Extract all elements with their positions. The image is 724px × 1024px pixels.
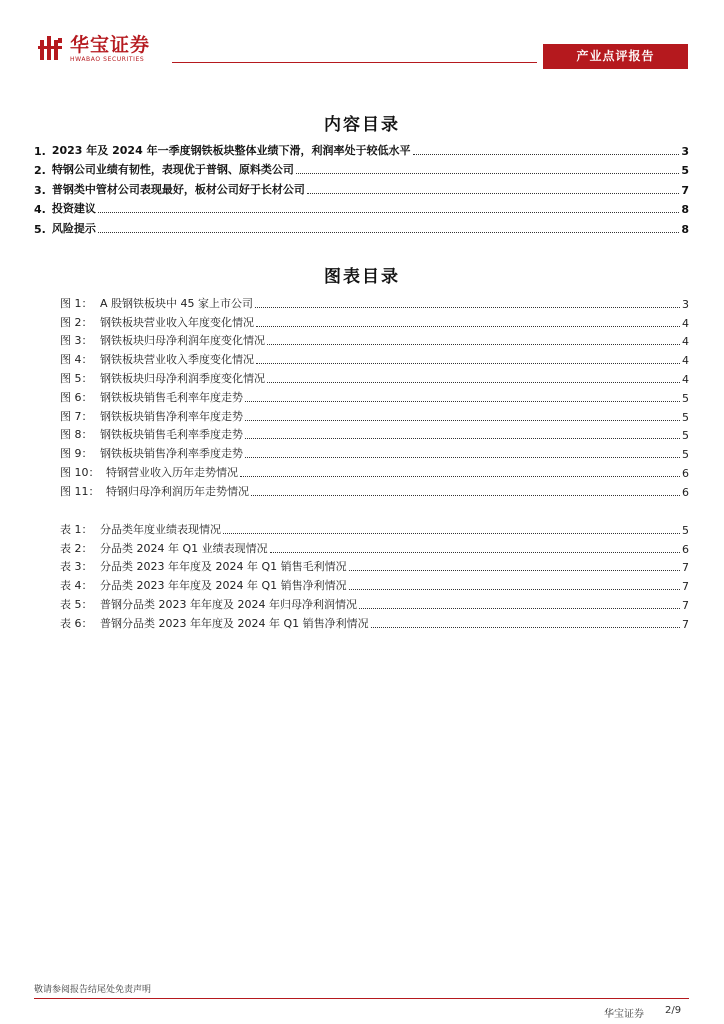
chart-item-text: 钢铁板块营业收入年度变化情况 (100, 315, 254, 329)
chart-item-label: 图 8： (60, 428, 93, 442)
dot-leader (267, 344, 680, 345)
dot-leader (245, 457, 680, 458)
table-item-text: 分品类年度业绩表现情况 (100, 522, 221, 536)
toc-item[interactable] (34, 158, 689, 178)
table-item-label: 表 1： (60, 522, 93, 536)
chart-item[interactable] (60, 424, 689, 443)
chart-item-page: 3 (682, 297, 689, 311)
dot-leader (270, 552, 680, 553)
toc-item-page: 8 (681, 203, 689, 216)
toc-item-number: 1. (34, 144, 46, 158)
chart-item-page: 4 (682, 354, 689, 368)
chart-item-text: 钢铁板块销售毛利率年度走势 (100, 390, 243, 404)
table-item-text: 分品类 2023 年年度及 2024 年 Q1 销售毛利情况 (100, 560, 347, 574)
table-item-text: 分品类 2024 年 Q1 业绩表现情况 (100, 541, 268, 555)
toc-item-text: 普钢类中管材公司表现最好，板材公司好于长材公司 (51, 182, 305, 196)
chart-item-text: 钢铁板块归母净利润季度变化情况 (100, 371, 265, 385)
dot-leader (98, 212, 680, 213)
chart-item-page: 4 (682, 372, 689, 386)
chart-item-text: 钢铁板块销售毛利率季度走势 (100, 428, 243, 442)
logo-english-name: HWABAO SECURITIES (70, 56, 145, 63)
chart-item-text: 钢铁板块销售净利率季度走势 (100, 447, 243, 461)
toc-item-text: 投资建议 (51, 202, 96, 215)
chart-item-label: 图 11： (60, 484, 100, 498)
dot-leader (256, 326, 680, 327)
chart-item[interactable] (60, 311, 689, 330)
chart-item[interactable] (60, 292, 689, 311)
table-item-label: 表 5： (60, 597, 93, 611)
toc-item[interactable] (34, 197, 689, 217)
chart-item[interactable] (60, 367, 689, 386)
table-item[interactable] (60, 537, 689, 556)
table-item-page: 5 (682, 523, 689, 537)
logo-chinese-name: 华宝证券 (70, 34, 151, 56)
chart-item-label: 图 4： (60, 353, 93, 367)
dot-leader (371, 627, 680, 628)
contents-list (34, 138, 689, 236)
chart-item-page: 5 (682, 429, 689, 443)
dot-leader (245, 401, 680, 402)
dot-leader (245, 438, 680, 439)
page-header (0, 0, 724, 80)
toc-item-number: 5. (34, 222, 46, 236)
table-item-text: 普钢分品类 2023 年年度及 2024 年归母净利润情况 (100, 597, 357, 611)
chart-item[interactable] (60, 442, 689, 461)
dot-leader (413, 154, 680, 155)
chart-item-page: 6 (682, 485, 689, 499)
toc-item-page: 3 (681, 144, 689, 158)
chart-item-page: 4 (682, 316, 689, 330)
chart-item[interactable] (60, 480, 689, 499)
toc-item-page: 8 (681, 222, 689, 236)
dot-leader (245, 420, 680, 421)
chart-item[interactable] (60, 348, 689, 367)
dot-leader (359, 608, 680, 609)
toc-item[interactable] (34, 177, 689, 197)
chart-item-label: 图 5： (60, 371, 93, 385)
toc-item-number: 3. (34, 183, 46, 197)
dot-leader (98, 232, 680, 233)
chart-item-label: 图 7： (60, 409, 93, 423)
table-item[interactable] (60, 518, 689, 537)
dot-leader (267, 382, 680, 383)
dot-leader (296, 173, 680, 174)
table-item-label: 表 4： (60, 579, 93, 593)
logo-mark-icon (38, 34, 64, 62)
toc-item-page: 5 (681, 164, 689, 177)
chart-item[interactable] (60, 461, 689, 480)
chart-item-page: 4 (682, 335, 689, 349)
header-divider (172, 62, 537, 63)
table-item[interactable] (60, 556, 689, 575)
toc-item-page: 7 (681, 183, 689, 197)
dot-leader (251, 495, 680, 496)
chart-item-text: 钢铁板块归母净利润年度变化情况 (100, 334, 265, 348)
table-item-label: 表 3： (60, 560, 93, 574)
table-item[interactable] (60, 574, 689, 593)
chart-item-text: 钢铁板块营业收入季度变化情况 (100, 353, 254, 367)
table-item-page: 7 (682, 580, 689, 594)
toc-item-text: 2023 年及 2024 年一季度钢铁板块整体业绩下滑，利润率处于较低水平 (51, 143, 411, 157)
toc-item-number: 2. (34, 164, 46, 177)
table-item[interactable] (60, 593, 689, 612)
toc-item[interactable] (34, 216, 689, 236)
company-logo (38, 34, 150, 64)
dot-leader (349, 570, 680, 571)
contents-title: 内容目录 (324, 115, 400, 135)
dot-leader (255, 307, 680, 308)
table-item-label: 表 2： (60, 541, 93, 555)
footer-divider (34, 998, 689, 999)
chart-item-page: 6 (682, 466, 689, 480)
chart-item-text: 特钢营业收入历年走势情况 (106, 465, 238, 479)
chart-item-text: A 股钢铁板块中 45 家上市公司 (100, 296, 254, 310)
table-item-page: 7 (682, 617, 689, 631)
table-item-text: 普钢分品类 2023 年年度及 2024 年 Q1 销售净利情况 (100, 616, 369, 630)
chart-item-page: 5 (682, 410, 689, 424)
dot-leader (223, 533, 680, 534)
chart-item-text: 钢铁板块销售净利率年度走势 (100, 409, 243, 423)
chart-item-label: 图 9： (60, 447, 93, 461)
chart-item[interactable] (60, 405, 689, 424)
toc-item-text: 风险提示 (51, 221, 96, 235)
chart-item[interactable] (60, 330, 689, 349)
toc-item[interactable] (34, 138, 689, 158)
table-item-label: 表 6： (60, 616, 93, 630)
figures-title: 图表目录 (324, 267, 400, 287)
chart-item[interactable] (60, 386, 689, 405)
table-item[interactable] (60, 612, 689, 631)
dot-leader (256, 363, 680, 364)
chart-item-label: 图 10： (60, 465, 100, 479)
toc-item-text: 特钢公司业绩有韧性，表现优于普钢、原料类公司 (51, 163, 294, 176)
table-item-text: 分品类 2023 年年度及 2024 年 Q1 销售净利情况 (100, 579, 347, 593)
dot-leader (307, 193, 680, 194)
page-number: 2/9 (665, 1005, 682, 1016)
chart-item-label: 图 6： (60, 390, 93, 404)
disclaimer-note: 敬请参阅报告结尾处免责声明 (34, 985, 152, 995)
table-item-page: 6 (682, 542, 689, 556)
toc-item-number: 4. (34, 203, 46, 216)
table-list (60, 518, 689, 631)
dot-leader (240, 476, 680, 477)
report-type-badge: 产业点评报告 (543, 44, 688, 69)
chart-item-page: 5 (682, 448, 689, 462)
chart-item-label: 图 2： (60, 315, 93, 329)
footer-company: 华宝证券 (604, 1009, 644, 1020)
chart-item-label: 图 1： (60, 296, 93, 310)
dot-leader (349, 589, 680, 590)
chart-item-text: 特钢归母净利润历年走势情况 (106, 484, 249, 498)
chart-item-page: 5 (682, 391, 689, 405)
table-item-page: 7 (682, 561, 689, 575)
table-item-page: 7 (682, 598, 689, 612)
chart-list (60, 292, 689, 499)
chart-item-label: 图 3： (60, 334, 93, 348)
